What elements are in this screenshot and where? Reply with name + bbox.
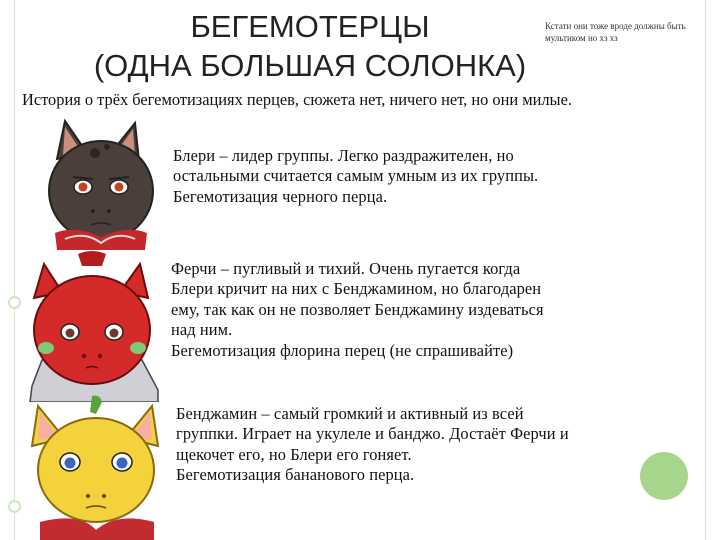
description-line: Ферчи – пугливый и тихий. Очень пугается когда (171, 259, 521, 278)
side-note: Кстати они тоже вроде должны быть мультиком но хз хз (545, 21, 686, 43)
ferchi-description (171, 259, 544, 361)
benjamin-portrait (20, 394, 170, 540)
title-line-2: (ОДНА БОЛЬШАЯ СОЛОНКА) (93, 47, 527, 83)
description-line: над ним. (171, 320, 233, 340)
intro-text: История о трёх бегемотизациях перцев, сюжета нет, ничего нет, но они милые. (22, 90, 572, 109)
description-line: Бегемотизация флорина перец (не спрашивайте) (171, 340, 514, 360)
bleri-portrait (35, 113, 165, 250)
right-frame-line (705, 0, 706, 540)
bleri-description (173, 146, 538, 207)
description-line: Блери кричит на них с Бенджамином, но благодарен (171, 279, 542, 299)
description-line: щекочет его, но Блери его гоняет. (176, 444, 412, 464)
description-line: остальными считается самым умным из их группы. (173, 166, 539, 186)
decorative-green-circle (640, 452, 688, 500)
description-line: Бенджамин – самый громкий и активный из всей (176, 404, 524, 423)
description-line: Блери – лидер группы. Легко раздражителен, но (173, 146, 514, 165)
title-line-1: БЕГЕМОТЕРЦЫ (190, 9, 430, 44)
slide-title (0, 8, 620, 86)
benjamin-description (176, 404, 569, 486)
description-line: Бегемотизация черного перца. (173, 186, 388, 206)
ferchi-portrait (22, 250, 162, 402)
description-line: группки. Играет на укулеле и банджо. Достаёт Ферчи и (176, 424, 569, 444)
description-line: ему, так как он не позволяет Бенджамину издеваться (171, 299, 544, 319)
description-line: Бегемотизация бананового перца. (176, 465, 415, 485)
frame-ornament-dot (8, 296, 21, 309)
